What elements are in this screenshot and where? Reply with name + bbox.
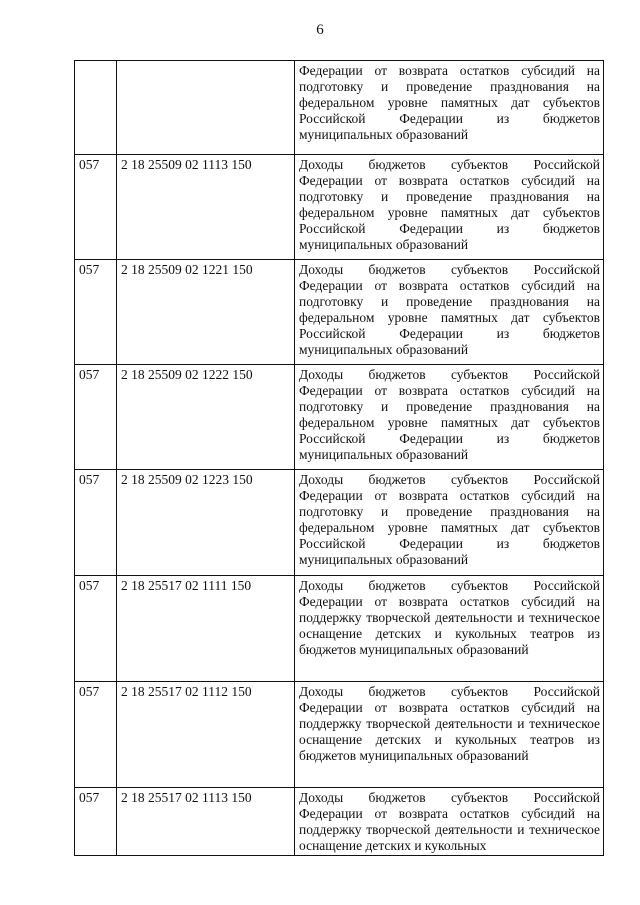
budget-code-cell: 2 18 25509 02 1222 150 (117, 365, 295, 470)
table-row (75, 61, 604, 155)
revenue-name-cell: Доходы бюджетов субъектов Российской Федерации от возврата остатков субсидий на подготовку и проведение празднования на федеральном уровне памятных дат субъектов Российской Федерации из бюджетов муниципальных образований (295, 260, 604, 365)
table-row (75, 155, 604, 260)
revenue-name-cell: Федерации от возврата остатков субсидий на подготовку и проведение празднования на федеральном уровне памятных дат субъектов Российской Федерации из бюджетов муниципальных образований (295, 61, 604, 155)
revenue-name-cell: Доходы бюджетов субъектов Российской Федерации от возврата остатков субсидий на подготовку и проведение празднования на федеральном уровне памятных дат субъектов Российской Федерации из бюджетов муниципальных образований (295, 470, 604, 576)
revenue-name-cell: Доходы бюджетов субъектов Российской Федерации от возврата остатков субсидий на подготовку и проведение празднования на федеральном уровне памятных дат субъектов Российской Федерации из бюджетов муниципальных образований (295, 365, 604, 470)
table-row (75, 260, 604, 365)
budget-classification-table (74, 60, 604, 856)
admin-code-cell: 057 (75, 260, 117, 365)
page-number: 6 (316, 22, 324, 38)
revenue-name-cell: Доходы бюджетов субъектов Российской Федерации от возврата остатков субсидий на подготовку и проведение празднования на федеральном уровне памятных дат субъектов Российской Федерации из бюджетов муниципальных образований (295, 155, 604, 260)
budget-code-cell: 2 18 25517 02 1112 150 (117, 682, 295, 788)
budget-code-cell: 2 18 25517 02 1111 150 (117, 576, 295, 682)
admin-code-cell (75, 61, 117, 155)
admin-code-cell: 057 (75, 365, 117, 470)
budget-code-cell: 2 18 25517 02 1113 150 (117, 788, 295, 856)
revenue-name-cell: Доходы бюджетов субъектов Российской Федерации от возврата остатков субсидий на поддержку творческой деятельности и техническое оснащение детских и кукольных (295, 788, 604, 856)
table-row (75, 788, 604, 856)
admin-code-cell: 057 (75, 576, 117, 682)
table-row (75, 682, 604, 788)
admin-code-cell: 057 (75, 788, 117, 856)
admin-code-cell: 057 (75, 155, 117, 260)
admin-code-cell: 057 (75, 470, 117, 576)
table-row (75, 365, 604, 470)
budget-code-cell: 2 18 25509 02 1223 150 (117, 470, 295, 576)
budget-code-cell: 2 18 25509 02 1113 150 (117, 155, 295, 260)
revenue-name-cell: Доходы бюджетов субъектов Российской Федерации от возврата остатков субсидий на поддержку творческой деятельности и техническое оснащение детских и кукольных театров из бюджетов муниципальных образований (295, 682, 604, 788)
table-row (75, 576, 604, 682)
admin-code-cell: 057 (75, 682, 117, 788)
revenue-name-cell: Доходы бюджетов субъектов Российской Федерации от возврата остатков субсидий на поддержку творческой деятельности и техническое оснащение детских и кукольных театров из бюджетов муниципальных образований (295, 576, 604, 682)
table-row (75, 470, 604, 576)
budget-code-cell (117, 61, 295, 155)
budget-code-cell: 2 18 25509 02 1221 150 (117, 260, 295, 365)
